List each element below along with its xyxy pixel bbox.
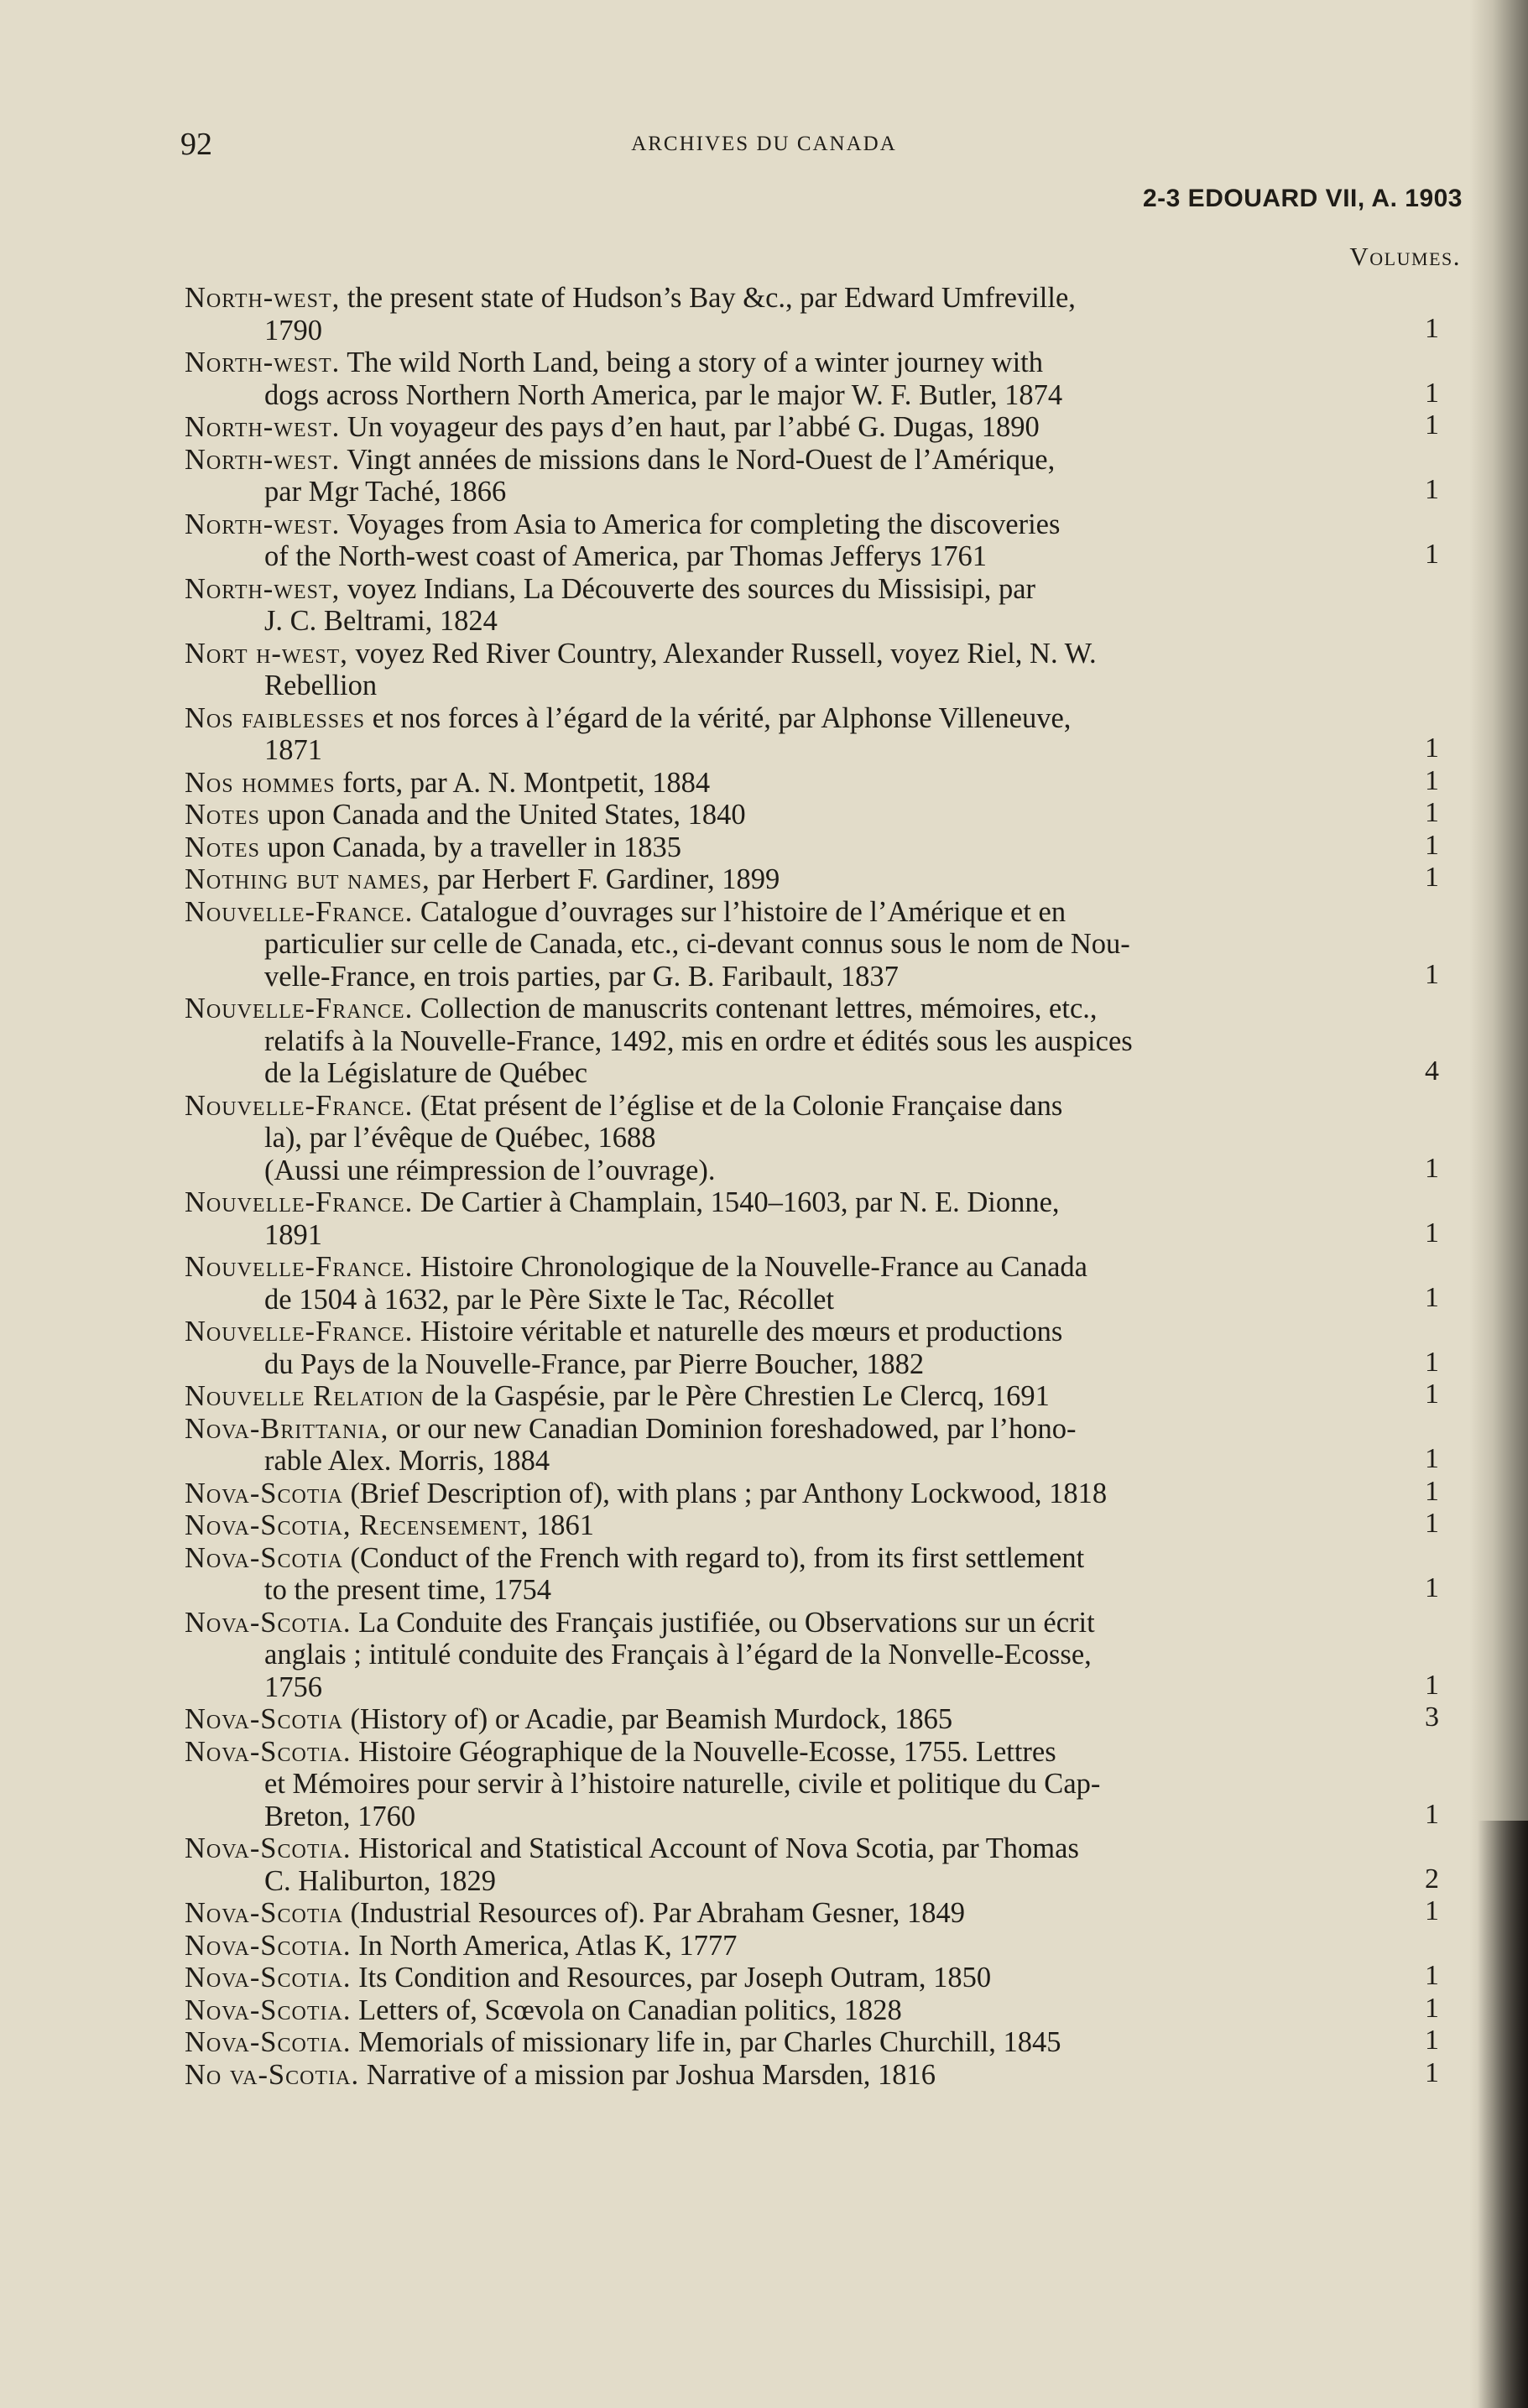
entry-line <box>185 1639 1330 1671</box>
volume-count: 1 <box>1425 1346 1439 1378</box>
entry-heading: Nos hommes <box>185 766 336 799</box>
catalogue-entry <box>185 1379 1439 1413</box>
entry-heading: Nouvelle-France. <box>185 1251 414 1283</box>
entry-text: 1756 <box>264 1670 322 1703</box>
entry-text: (History of) or Acadie, par Beamish Murdock, 1865 <box>350 1703 953 1735</box>
volume-count: 1 <box>1425 474 1439 505</box>
entry-line <box>185 1542 1330 1575</box>
catalogue-entry <box>185 508 1439 573</box>
entry-text: of the North-west coast of America, par Thomas Jefferys 1761 <box>264 540 987 572</box>
entry-heading: No va-Scotia. <box>185 2058 360 2091</box>
entry-line <box>185 638 1330 670</box>
entry-text: et Mémoires pour servir à l’histoire naturelle, civile et politique du Cap- <box>264 1768 1101 1800</box>
entry-text: 1891 <box>264 1218 322 1251</box>
entry-text: voyez Indians, La Découverte des sources du Missisipi, par <box>347 572 1035 605</box>
entry-text: par Herbert F. Gardiner, 1899 <box>437 863 780 895</box>
entry-line <box>185 1703 1330 1736</box>
entry-text: The wild North Land, being a story of a winter journey with <box>347 347 1043 378</box>
volume-count: 1 <box>1425 732 1439 764</box>
volume-count: 1 <box>1425 958 1439 990</box>
entry-line <box>185 1380 1330 1413</box>
entry-heading: North-west. <box>185 347 341 378</box>
catalogue-entry <box>185 1541 1439 1607</box>
entry-heading: Nova-Scotia. <box>185 1962 352 1994</box>
entry-text: Voyages from Asia to America for completing the discoveries <box>347 508 1061 540</box>
entry-line <box>185 1090 1330 1123</box>
volume-count: 1 <box>1425 797 1439 828</box>
entry-line <box>185 1671 1330 1704</box>
catalogue-entry <box>185 1832 1439 1897</box>
entry-heading: Nova-Scotia. <box>185 1606 352 1639</box>
volume-count: 1 <box>1425 1960 1439 1991</box>
volume-count: 1 <box>1425 1669 1439 1701</box>
entry-heading: North-west, <box>185 282 341 314</box>
volume-count: 1 <box>1425 409 1439 440</box>
entry-text: Narrative of a mission par Joshua Marsden, 1816 <box>366 2058 936 2091</box>
entry-line <box>185 896 1330 929</box>
entry-text: par Mgr Taché, 1866 <box>264 476 507 508</box>
catalogue-entry <box>185 895 1439 993</box>
catalogue-entry <box>185 1089 1439 1187</box>
volume-count: 1 <box>1425 1508 1439 1539</box>
entry-heading: Nouvelle-France. <box>185 993 414 1024</box>
volume-count: 1 <box>1425 1281 1439 1313</box>
entry-text: (Brief Description of), with plans ; par Anthony Lockwood, 1818 <box>350 1477 1108 1509</box>
entry-line <box>185 1994 1330 2027</box>
catalogue-entry <box>185 764 1439 800</box>
entry-line <box>185 476 1330 508</box>
entry-text: (Aussi une réimpression de l’ouvrage). <box>264 1154 716 1186</box>
entry-line <box>185 670 1330 702</box>
catalogue-entry <box>185 1702 1439 1736</box>
entry-heading: Nova-Scotia. <box>185 2026 352 2058</box>
entry-line <box>185 1057 1330 1090</box>
entry-text: du Pays de la Nouvelle-France, par Pierre Boucher, 1882 <box>264 1347 925 1380</box>
entry-heading: Nova-Scotia, Recensement, <box>185 1509 529 1541</box>
entry-text: anglais ; intitulé conduite des Français à l’égard de la Nonvelle-Ecosse, <box>264 1639 1092 1670</box>
entry-line <box>185 2026 1330 2059</box>
entry-heading: Nos faiblesses <box>185 701 366 734</box>
entry-text: Rebellion <box>264 670 378 701</box>
volume-count: 1 <box>1425 1895 1439 1926</box>
entry-text: (Conduct of the French with regard to), from its first settlement <box>350 1541 1085 1574</box>
entry-text: or our new Canadian Dominion foreshadowed, par l’hono- <box>395 1412 1077 1445</box>
entry-line <box>185 1445 1330 1478</box>
entry-heading: Nothing but names, <box>185 863 430 895</box>
entry-text: dogs across Northern North America, par le major W. F. Butler, 1874 <box>264 378 1063 411</box>
entry-text: to the present time, 1754 <box>264 1574 552 1606</box>
entry-line <box>185 767 1330 800</box>
entry-heading: Nova-Scotia <box>185 1477 343 1509</box>
entry-line <box>185 540 1330 573</box>
catalogue-entry <box>185 1960 1439 1994</box>
entry-line <box>185 1962 1330 1994</box>
entry-line <box>185 1832 1330 1865</box>
volume-count: 1 <box>1425 1572 1439 1603</box>
entry-heading: Nova-Scotia. <box>185 1735 352 1768</box>
entry-line <box>185 1865 1330 1898</box>
volume-count: 1 <box>1425 1992 1439 2024</box>
entry-text: Its Condition and Resources, par Joseph Outram, 1850 <box>358 1962 992 1994</box>
entry-heading: North-west. <box>185 411 341 443</box>
catalogue-entry <box>185 1735 1439 1833</box>
catalogue-entry <box>185 1508 1439 1542</box>
session-label: 2-3 EDOUARD VII, A. 1903 <box>1142 185 1463 212</box>
entry-heading: Nouvelle-France. <box>185 1089 414 1122</box>
volume-count: 3 <box>1425 1702 1439 1733</box>
page-corner-shadow <box>1478 1821 1528 2408</box>
entry-line <box>185 1930 1330 1962</box>
entry-line <box>185 605 1330 638</box>
entry-line <box>185 863 1330 896</box>
entry-line <box>185 1478 1330 1510</box>
entry-heading: North-west. <box>185 508 341 540</box>
entry-line <box>185 2059 1330 2092</box>
catalogue-entry <box>185 1606 1439 1704</box>
entry-line <box>185 282 1330 315</box>
volume-count: 1 <box>1425 1475 1439 1507</box>
entry-line <box>185 1154 1330 1187</box>
volume-count: 1 <box>1425 312 1439 344</box>
catalogue-entry <box>185 409 1439 444</box>
entry-text: Catalogue d’ouvrages sur l’histoire de l’Amérique et en <box>420 895 1066 928</box>
entry-text: De Cartier à Champlain, 1540–1603, par N. E. Dionne, <box>420 1186 1060 1218</box>
entry-text: (Industrial Resources of). Par Abraham Gesner, 1849 <box>350 1897 965 1929</box>
volume-count: 1 <box>1425 1217 1439 1248</box>
catalogue-entry <box>185 282 1439 347</box>
entry-line <box>185 1025 1330 1058</box>
entry-text: Histoire Géographique de la Nouvelle-Ecosse, 1755. Lettres <box>358 1735 1056 1768</box>
entry-text: J. C. Beltrami, 1824 <box>264 605 498 637</box>
catalogue-entries <box>185 282 1443 2091</box>
entry-line <box>185 928 1330 961</box>
volume-count: 1 <box>1425 829 1439 861</box>
entry-heading: North-west, <box>185 572 341 605</box>
catalogue-entry <box>185 701 1439 767</box>
volume-count: 1 <box>1425 1443 1439 1474</box>
entry-text: velle-France, en trois parties, par G. B. Faribault, 1837 <box>264 960 899 993</box>
volume-count: 1 <box>1425 764 1439 796</box>
catalogue-entry <box>185 1930 1330 1962</box>
entry-text: Memorials of missionary life in, par Charles Churchill, 1845 <box>358 2026 1061 2058</box>
catalogue-entry <box>185 1186 1439 1251</box>
entry-text: voyez Red River Country, Alexander Russell, voyez Riel, N. W. <box>355 637 1097 670</box>
catalogue-entry <box>185 1316 1439 1380</box>
entry-heading: Nouvelle Relation <box>185 1380 425 1412</box>
entry-text: C. Haliburton, 1829 <box>264 1864 496 1897</box>
catalogue-entry <box>185 829 1439 864</box>
entry-heading: Nova-Scotia <box>185 1897 343 1929</box>
entry-text: Histoire véritable et naturelle des mœurs et productions <box>420 1316 1063 1347</box>
catalogue-entry <box>185 862 1439 896</box>
entry-line <box>185 444 1330 477</box>
entry-line <box>185 347 1330 379</box>
catalogue-entry <box>185 573 1330 638</box>
entry-text: Un voyageur des pays d’en haut, par l’abbé G. Dugas, 1890 <box>347 411 1040 443</box>
entry-line <box>185 1316 1330 1348</box>
entry-line <box>185 799 1330 831</box>
entry-line <box>185 1219 1330 1252</box>
entry-heading: Nova-Scotia. <box>185 1832 352 1864</box>
entry-line <box>185 1768 1330 1801</box>
entry-text: de 1504 à 1632, par le Père Sixte le Tac, Récollet <box>264 1283 835 1316</box>
entry-heading: Nova-Scotia <box>185 1541 343 1574</box>
entry-text: 1871 <box>264 734 322 766</box>
entry-line <box>185 1607 1330 1639</box>
catalogue-entry <box>185 638 1330 702</box>
entry-line <box>185 1509 1330 1542</box>
entry-line <box>185 993 1330 1025</box>
catalogue-entry <box>185 2056 1439 2092</box>
entry-text: de la Législature de Québec <box>264 1057 588 1089</box>
entry-text: de la Gaspésie, par le Père Chrestien Le Clercq, 1691 <box>431 1380 1050 1412</box>
catalogue-entry <box>185 1251 1439 1316</box>
entry-line <box>185 508 1330 541</box>
catalogue-entry <box>185 443 1439 508</box>
entry-heading: Nouvelle-France. <box>185 895 414 928</box>
entry-text: particulier sur celle de Canada, etc., ci-devant connus sous le nom de Nou- <box>264 928 1130 960</box>
entry-text: Histoire Chronologique de la Nouvelle-France au Canada <box>420 1251 1087 1283</box>
entry-heading: Nova-Scotia. <box>185 1994 352 2026</box>
volume-count: 1 <box>1425 377 1439 409</box>
entry-heading: Notes <box>185 799 260 831</box>
entry-text: rable Alex. Morris, 1884 <box>264 1445 550 1477</box>
entry-text: Historical and Statistical Account of Nova Scotia, par Thomas <box>358 1832 1079 1864</box>
volume-count: 1 <box>1425 1798 1439 1830</box>
running-title: ARCHIVES DU CANADA <box>631 133 897 155</box>
entry-line <box>185 1897 1330 1930</box>
entry-line <box>185 1122 1330 1154</box>
entry-line <box>185 1736 1330 1769</box>
entry-text: 1790 <box>264 314 322 347</box>
entry-heading: North-west. <box>185 443 341 476</box>
entry-heading: Nort h-west, <box>185 637 348 670</box>
entry-line <box>185 1284 1330 1316</box>
entry-line <box>185 734 1330 767</box>
catalogue-entry <box>185 797 1439 831</box>
catalogue-entry <box>185 993 1439 1090</box>
catalogue-entry <box>185 2025 1439 2059</box>
catalogue-entry <box>185 347 1439 411</box>
entry-line <box>185 1186 1330 1219</box>
entry-heading: Nova-Scotia <box>185 1703 343 1735</box>
entry-line <box>185 573 1330 606</box>
entry-text: la), par l’évêque de Québec, 1688 <box>264 1122 656 1154</box>
entry-text: (Etat présent de l’église et de la Colonie Française dans <box>420 1089 1063 1122</box>
entry-line <box>185 1801 1330 1833</box>
volume-count: 2 <box>1425 1863 1439 1895</box>
entry-text: Letters of, Scœvola on Canadian politics, 1828 <box>358 1994 902 2026</box>
entry-text: forts, par A. N. Montpetit, 1884 <box>342 766 711 799</box>
entry-line <box>185 961 1330 993</box>
entry-text: et nos forces à l’égard de la vérité, par Alphonse Villeneuve, <box>372 701 1072 734</box>
entry-text: relatifs à la Nouvelle-France, 1492, mis en ordre et édités sous les auspices <box>264 1024 1133 1057</box>
volume-count: 1 <box>1425 1379 1439 1410</box>
entry-line <box>185 379 1330 412</box>
entry-line <box>185 411 1330 444</box>
entry-line <box>185 831 1330 864</box>
catalogue-entry <box>185 1992 1439 2027</box>
volume-count: 1 <box>1425 539 1439 570</box>
volume-count: 1 <box>1425 2025 1439 2056</box>
volume-count: 1 <box>1425 862 1439 893</box>
entry-line <box>185 1574 1330 1607</box>
entry-line <box>185 315 1330 347</box>
entry-heading: Nouvelle-France. <box>185 1316 414 1347</box>
page-number: 92 <box>180 127 212 162</box>
entry-line <box>185 1251 1330 1284</box>
catalogue-entry <box>185 1895 1439 1930</box>
volume-count: 4 <box>1425 1055 1439 1087</box>
entry-text: Vingt années de missions dans le Nord-Ouest de l’Amérique, <box>347 443 1056 476</box>
entry-text: Breton, 1760 <box>264 1800 416 1832</box>
entry-text: upon Canada and the United States, 1840 <box>267 799 746 831</box>
entry-line <box>185 702 1330 735</box>
catalogue-entry <box>185 1412 1439 1478</box>
volume-count: 1 <box>1425 2056 1439 2088</box>
volume-count: 1 <box>1425 1152 1439 1184</box>
entry-text: In North America, Atlas K, 1777 <box>358 1929 738 1962</box>
entry-text: the present state of Hudson’s Bay &c., par Edward Umfreville, <box>347 282 1076 314</box>
entry-line <box>185 1348 1330 1381</box>
entry-heading: Nova-Scotia. <box>185 1929 352 1962</box>
entry-text: 1861 <box>536 1509 594 1541</box>
entry-heading: Nova-Brittania, <box>185 1412 389 1445</box>
catalogue-entry <box>185 1475 1439 1510</box>
entry-text: upon Canada, by a traveller in 1835 <box>267 831 681 863</box>
entry-text: La Conduite des Français justifiée, ou Observations sur un écrit <box>358 1606 1095 1639</box>
entry-line <box>185 1413 1330 1446</box>
entry-heading: Nouvelle-France. <box>185 1186 414 1218</box>
entry-text: Collection de manuscrits contenant lettres, mémoires, etc., <box>420 993 1098 1024</box>
volumes-column-header: Volumes. <box>1349 242 1461 271</box>
entry-heading: Notes <box>185 831 260 863</box>
